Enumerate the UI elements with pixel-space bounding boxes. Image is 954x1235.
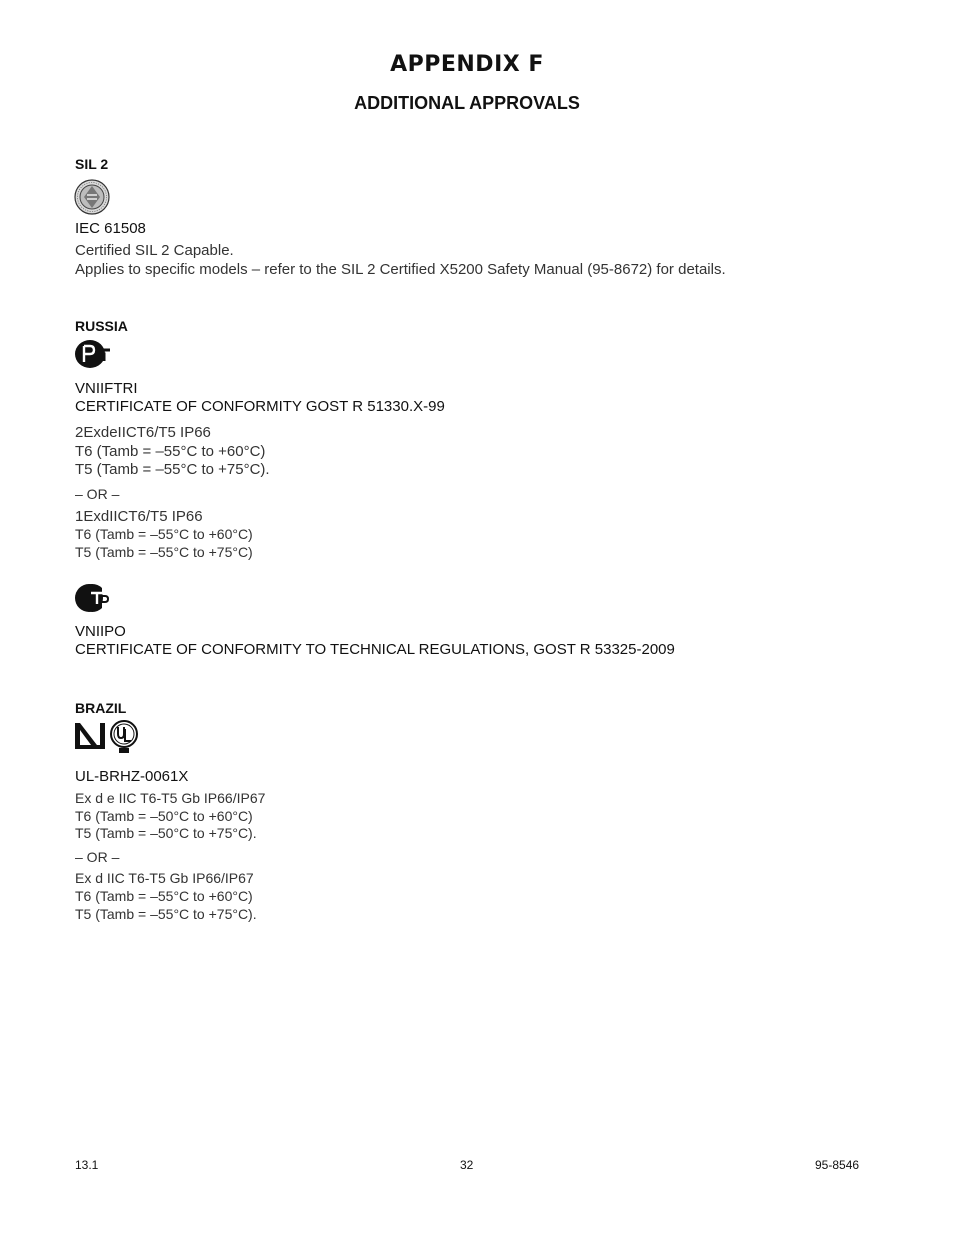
footer-page-number: 32	[460, 1158, 474, 1172]
brazil-option2-line-1: Ex d IIC T6-T5 Gb IP66/IP67	[75, 870, 254, 886]
russia-option2-line-1: 1ExdIICT6/T5 IP66	[75, 508, 203, 525]
brazil-option2-line-2: T6 (Tamb = –55°C to +60°C)	[75, 888, 253, 904]
inmetro-mark-logo	[74, 720, 106, 752]
gost-r-mark-logo	[74, 339, 112, 369]
sil2-line-1: Certified SIL 2 Capable.	[75, 242, 234, 259]
brazil-option2-line-3: T5 (Tamb = –55°C to +75°C).	[75, 906, 257, 922]
brazil-option1-line-2: T6 (Tamb = –50°C to +60°C)	[75, 808, 253, 824]
russia-agency-2: VNIIPO	[75, 623, 126, 640]
russia-heading: RUSSIA	[75, 318, 128, 334]
sil2-line-2: Applies to specific models – refer to the SIL 2 Certified X5200 Safety Manual (95-8672) for details.	[75, 261, 726, 278]
russia-agency: VNIIFTRI	[75, 380, 138, 397]
footer-document-number: 95-8546	[815, 1158, 860, 1172]
sil2-certification-logo	[74, 179, 110, 215]
brazil-or-label: – OR –	[75, 849, 120, 865]
russia-option1-line-3: T5 (Tamb = –55°C to +75°C).	[75, 461, 270, 478]
russia-option2-line-2: T6 (Tamb = –55°C to +60°C)	[75, 526, 253, 542]
russia-option2-line-3: T5 (Tamb = –55°C to +75°C)	[75, 544, 253, 560]
section-title: ADDITIONAL APPROVALS	[354, 93, 580, 113]
sil2-heading: SIL 2	[75, 156, 109, 172]
brazil-option1-line-1: Ex d e IIC T6-T5 Gb IP66/IP67	[75, 790, 266, 806]
russia-certificate: CERTIFICATE OF CONFORMITY GOST R 51330.X-99	[75, 398, 445, 415]
russia-or-label: – OR –	[75, 486, 120, 502]
ul-br-mark-logo	[110, 718, 140, 756]
brazil-heading: BRAZIL	[75, 700, 127, 716]
russia-certificate-2: CERTIFICATE OF CONFORMITY TO TECHNICAL REGULATIONS, GOST R 53325-2009	[75, 641, 675, 658]
eac-technical-regulation-logo	[74, 582, 110, 614]
sil2-standard: IEC 61508	[75, 220, 146, 237]
russia-option1-line-2: T6 (Tamb = –55°C to +60°C)	[75, 443, 266, 460]
appendix-title: APPENDIX F	[390, 52, 544, 77]
russia-option1-line-1: 2ExdeIICT6/T5 IP66	[75, 424, 211, 441]
brazil-option1-line-3: T5 (Tamb = –50°C to +75°C).	[75, 825, 257, 841]
brazil-certificate: UL-BRHZ-0061X	[75, 768, 189, 785]
footer-revision: 13.1	[75, 1158, 99, 1172]
